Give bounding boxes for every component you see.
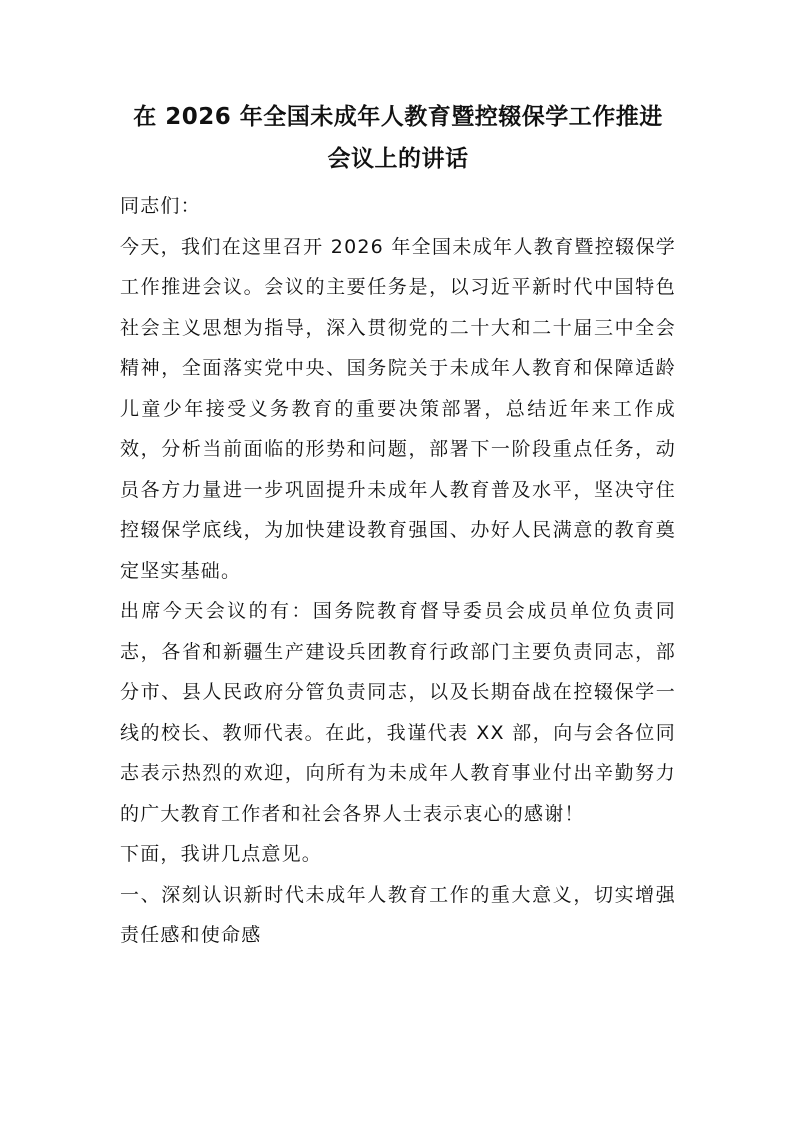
paragraph-intro: 今天，我们在这里召开 2026 年全国未成年人教育暨控辍保学工作推进会议。会议的主要任务是，以习近平新时代中国特色社会主义思想为指导，深入贯彻党的二十大和二十届三中全会精神，全面落实党中央、国务院关于未成年人教育和保障适龄儿童少年接受义务教育的重要决策部署，总结近年来工作成效，分析当前面临的形势和问题，部署下一阶段重点任务，动员各方力量进一步巩固提升未成年人教育普及水平，坚决守住控辍保学底线，为加快建设教育强国、办好人民满意的教育奠定坚实基础。: [120, 235, 676, 582]
paragraph-attendees: 出席今天会议的有：国务院教育督导委员会成员单位负责同志，各省和新疆生产建设兵团教育行政部门主要负责同志，部分市、县人民政府分管负责同志，以及长期奋战在控辍保学一线的校长、教师代表。在此，我谨代表 XX 部，向与会各位同志表示热烈的欢迎，向所有为未成年人教育事业付出辛勤努力的广大教育工作者和社会各界人士表示衷心的感谢！: [120, 600, 676, 825]
title-line-2: 会议上的讲话: [327, 146, 469, 172]
section-heading-1: 一、深刻认识新时代未成年人教育工作的重大意义，切实增强责任感和使命感: [120, 883, 676, 946]
document-title: [120, 96, 676, 180]
document-page: [120, 96, 676, 956]
title-line-1: 在 2026 年全国未成年人教育暨控辍保学工作推进: [133, 104, 663, 130]
paragraph-transition: 下面，我讲几点意见。: [120, 843, 323, 865]
salutation: 同志们：: [120, 195, 201, 217]
